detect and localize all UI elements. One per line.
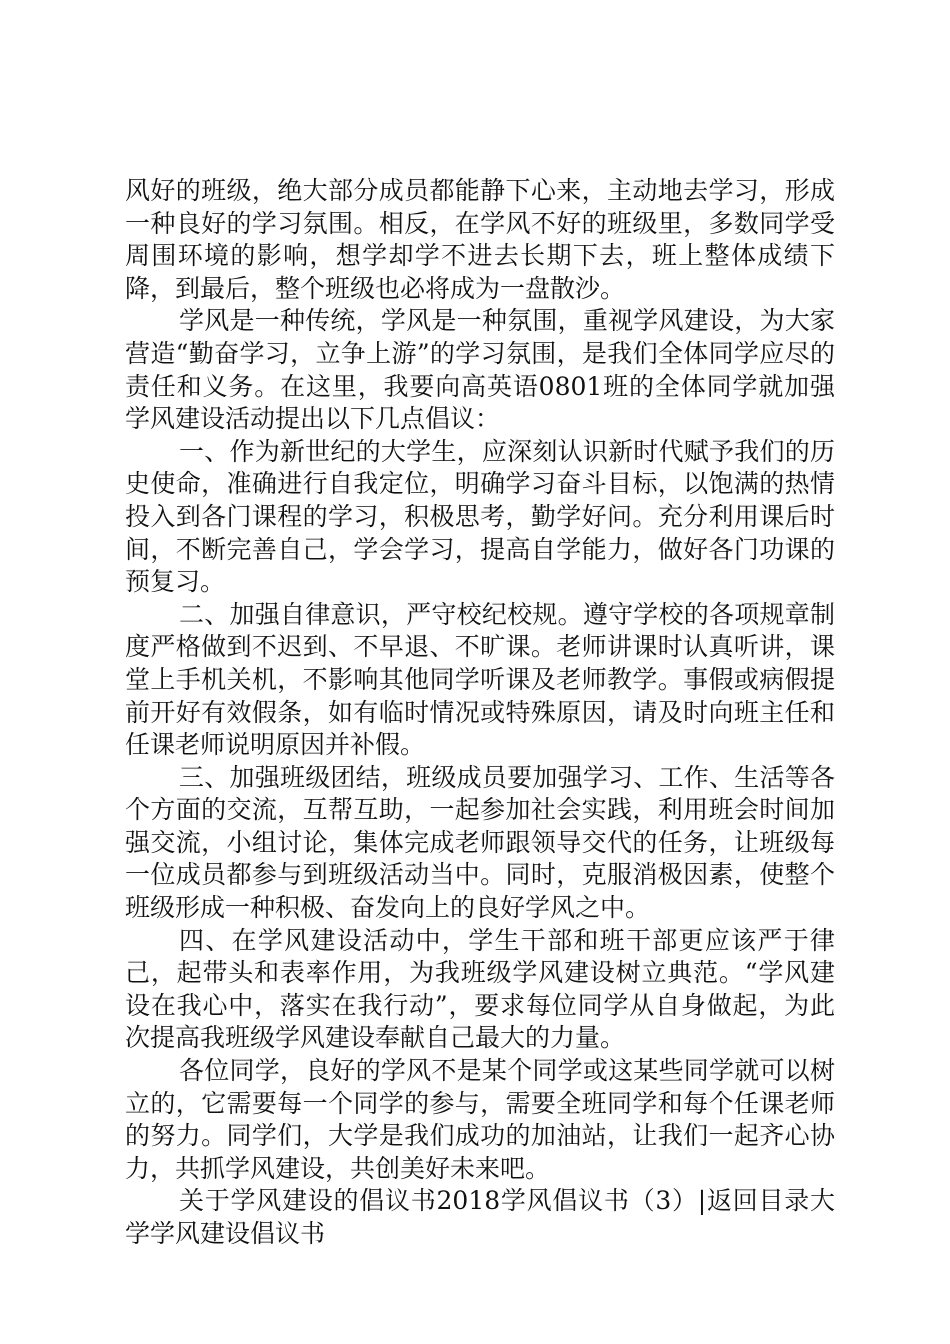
paragraph-closing: 各位同学，良好的学风不是某个同学或这某些同学就可以树立的，它需要每一个同学的参与，需要全班同学和每个任课老师的努力。同学们，大学是我们成功的加油站，让我们一起齐心协力，共抓学风建设，共创美好未来吧。 — [125, 1056, 835, 1183]
paragraph-item-2: 二、加强自律意识，严守校纪校规。遵守学校的各项规章制度严格做到不迟到、不早退、不旷课。老师讲课时认真听讲，课堂上手机关机，不影响其他同学听课及老师教学。事假或病假提前开好有效假条，如有临时情况或特殊原因，请及时向班主任和任课老师说明原因并补假。 — [125, 599, 835, 760]
paragraph-footer-links: 关于学风建设的倡议书2018学风倡议书（3）|返回目录大学学风建设倡议书 — [125, 1186, 835, 1248]
paragraph-intro: 学风是一种传统，学风是一种氛围，重视学风建设，为大家营造“勤奋学习，立争上游”的学习氛围，是我们全体同学应尽的责任和义务。在这里，我要向高英语0801班的全体同学就加强学风建设活动提出以下几点倡议： — [125, 306, 835, 434]
document-body — [125, 175, 835, 1251]
paragraph-item-1: 一、作为新世纪的大学生，应深刻认识新时代赋予我们的历史使命，准确进行自我定位，明确学习奋斗目标，以饱满的热情投入到各门课程的学习，积极思考，勤学好问。充分利用课后时间，不断完善自己，学会学习，提高自学能力，做好各门功课的预复习。 — [125, 436, 835, 597]
paragraph-continuation: 风好的班级，绝大部分成员都能静下心来，主动地去学习，形成一种良好的学习氛围。相反，在学风不好的班级里，多数同学受周围环境的影响，想学却学不进去长期下去，班上整体成绩下降，到最后，整个班级也必将成为一盘散沙。 — [125, 176, 835, 303]
paragraph-item-3: 三、加强班级团结，班级成员要加强学习、工作、生活等各个方面的交流，互帮互助，一起参加社会实践，利用班会时间加强交流，小组讨论，集体完成老师跟领导交代的任务，让班级每一位成员都参与到班级活动当中。同时，克服消极因素，使整个班级形成一种积极、奋发向上的良好学风之中。 — [125, 762, 835, 923]
paragraph-item-4: 四、在学风建设活动中，学生干部和班干部更应该严于律己，起带头和表率作用，为我班级学风建设树立典范。“学风建设在我心中，落实在我行动”，要求每位同学从自身做起，为此次提高我班级学风建设奉献自己最大的力量。 — [125, 925, 835, 1053]
